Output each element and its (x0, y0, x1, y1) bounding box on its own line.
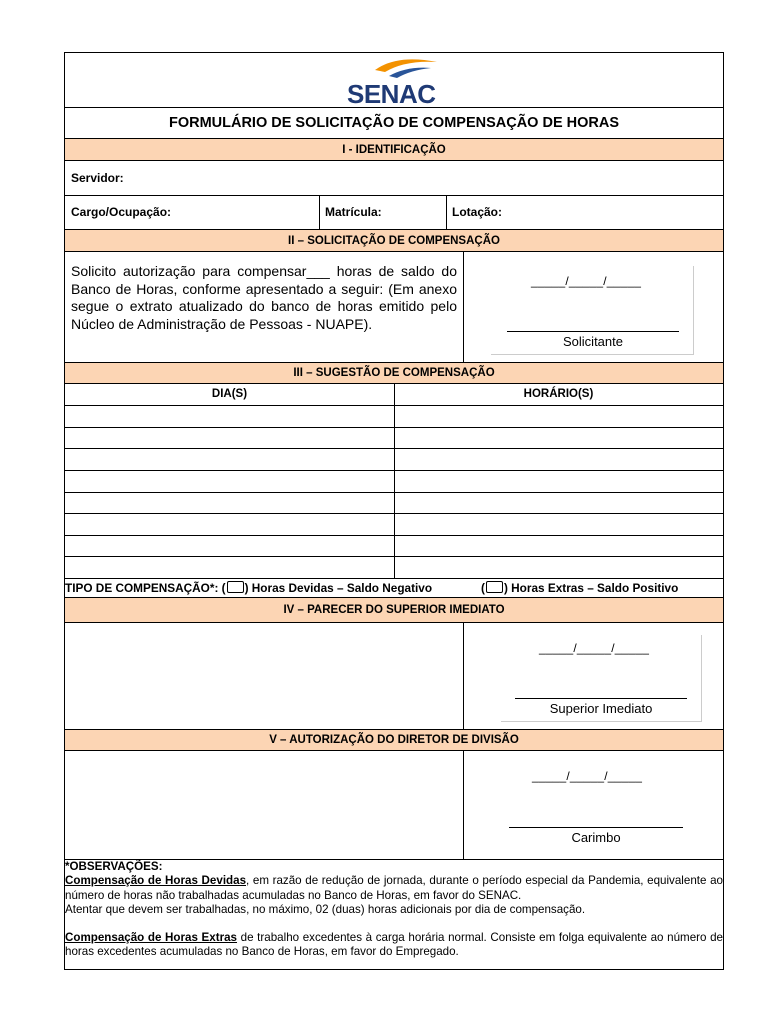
section-sugestao-header: III – SUGESTÃO DE COMPENSAÇÃO (65, 363, 723, 384)
superior-date[interactable]: _____/_____/_____ (539, 641, 650, 655)
section-identificacao-header: I - IDENTIFICAÇÃO (65, 139, 723, 161)
parecer-body[interactable] (65, 623, 723, 730)
solicitante-signature-line[interactable] (507, 331, 679, 332)
lotacao-label: Lotação: (452, 205, 503, 219)
obs-text-2: de trabalho excedentes à carga horária normal. Consiste em folga equivalente ao número de horas excedentes acumuladas no Banco de Horas, em favor do Empregado. (65, 931, 723, 959)
logo-row (65, 53, 723, 108)
servidor-label: Servidor: (71, 171, 124, 185)
diretor-signature-line[interactable] (509, 827, 683, 828)
tipo-compensacao-label: TIPO DE COMPENSAÇÃO*: ( (65, 581, 226, 595)
autorizacao-body[interactable] (65, 751, 723, 860)
cargo-label: Cargo/Ocupação: (71, 205, 172, 219)
observacoes (65, 860, 723, 960)
horas-devidas-option: ) Horas Devidas – Saldo Negativo (244, 581, 433, 595)
horas-extras-checkbox[interactable] (486, 581, 503, 593)
obs-paragraph-2 (65, 931, 723, 960)
obs-text-1: , em razão de redução de jornada, durante o período especial da Pandemia, equivalente ao número de horas não trabalhadas acumuladas no Banco de Horas, em favor do SENAC. (65, 874, 723, 902)
logo-text: SENAC (347, 79, 436, 104)
diretor-date[interactable]: _____/_____/_____ (532, 769, 643, 783)
divider (319, 196, 320, 229)
compensation-form (64, 52, 724, 970)
table-row[interactable] (65, 493, 723, 515)
tipo-compensacao-row (65, 579, 723, 598)
servidor-field[interactable] (65, 161, 723, 196)
horas-extras-option: ) Horas Extras – Saldo Positivo (503, 581, 679, 595)
table-row[interactable] (65, 514, 723, 536)
divider (463, 623, 464, 729)
solicitacao-body (65, 252, 723, 363)
form-title: FORMULÁRIO DE SOLICITAÇÃO DE COMPENSAÇÃO DE HORAS (65, 108, 723, 139)
divider (463, 751, 464, 859)
dias-column-header: DIA(S) (211, 388, 248, 400)
sugestao-table (65, 384, 723, 579)
obs-note: Atentar que devem ser trabalhadas, no máximo, 02 (duas) horas adicionais por dia de compensação. (65, 902, 586, 916)
table-row[interactable] (65, 406, 723, 428)
table-row[interactable] (65, 428, 723, 450)
table-row[interactable] (65, 471, 723, 493)
divider (463, 252, 464, 362)
obs-term-horas-devidas: Compensação de Horas Devidas (65, 874, 247, 888)
solicitante-caption: Solicitante (563, 334, 623, 349)
observacoes-heading: *OBSERVAÇÕES: (65, 860, 163, 873)
section-solicitacao-header: II – SOLICITAÇÃO DE COMPENSAÇÃO (65, 230, 723, 252)
obs-paragraph-1 (65, 874, 723, 903)
divider (446, 196, 447, 229)
senac-logo (345, 56, 445, 104)
obs-term-horas-extras: Compensação de Horas Extras (65, 931, 238, 945)
matricula-label: Matrícula: (325, 205, 382, 219)
horas-extras-prefix: ( (481, 581, 485, 595)
horarios-column-header: HORÁRIO(S) (523, 388, 594, 400)
solicitante-date[interactable]: _____/_____/_____ (531, 274, 642, 288)
section-autorizacao-header: V – AUTORIZAÇÃO DO DIRETOR DE DIVISÃO (65, 730, 723, 751)
table-row[interactable] (65, 449, 723, 471)
solicitacao-text: Solicito autorização para compensar___ horas de saldo do Banco de Horas, conforme apresentado a seguir: (Em anexo segue o extrato atualizado do banco de horas emitido pelo Núcleo de Administração de Pessoas - NUAPE). (71, 263, 457, 332)
superior-caption: Superior Imediato (549, 701, 653, 716)
table-row[interactable] (65, 557, 723, 579)
carimbo-caption: Carimbo (571, 830, 621, 845)
superior-signature-line[interactable] (515, 698, 687, 699)
section-parecer-header: IV – PARECER DO SUPERIOR IMEDIATO (65, 598, 723, 623)
cargo-matricula-lotacao-row (65, 196, 723, 230)
table-row[interactable] (65, 536, 723, 558)
horas-devidas-checkbox[interactable] (227, 581, 244, 593)
